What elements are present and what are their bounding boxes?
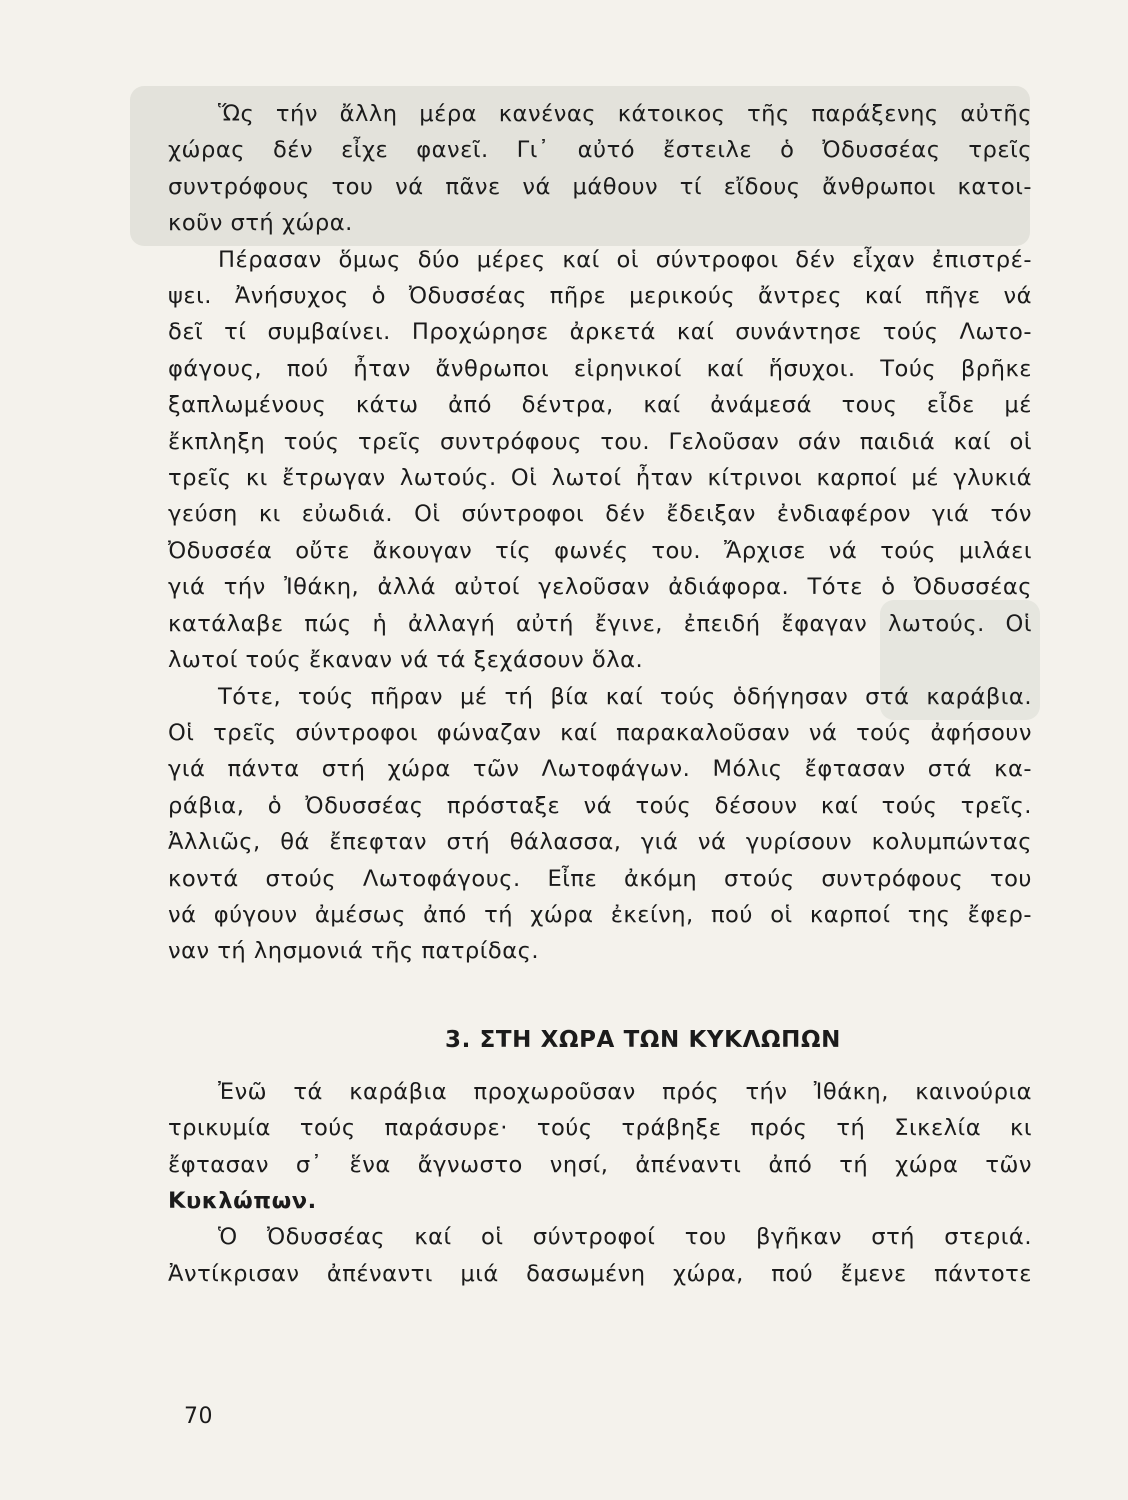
text-line: γεύση κι εὐωδιά. Οἱ σύντροφοι δέν ἔδειξαν ἐνδιαφέρον γιά τόν — [168, 501, 1032, 528]
text-line: δεῖ τί συμβαίνει. Προχώρησε ἀρκετά καί συνάντησε τούς Λωτο- — [168, 319, 1032, 346]
text-line: λωτοί τούς ἔκαναν νά τά ξεχάσουν ὅλα. — [168, 647, 644, 674]
text-line: χώρας δέν εἶχε φανεῖ. Γι᾽ αὐτό ἔστειλε ὁ Ὀδυσσέας τρεῖς — [168, 137, 1032, 164]
section-heading: 3. ΣΤΗ ΧΩΡΑ ΤΩΝ ΚΥΚΛΩΠΩΝ — [445, 1026, 841, 1053]
text-line: νά φύγουν ἀμέσως ἀπό τή χώρα ἐκείνη, πού οἱ καρποί της ἔφερ- — [168, 901, 1032, 928]
text-line: τρεῖς κι ἔτρωγαν λωτούς. Οἱ λωτοί ἦταν κίτρινοι καρποί μέ γλυκιά — [168, 465, 1032, 492]
text-line: Ἀλλιῶς, θά ἔπεφταν στή θάλασσα, γιά νά γυρίσουν κολυμπώντας — [168, 829, 1032, 856]
text-line: Ὥς τήν ἄλλη μέρα κανένας κάτοικος τῆς παράξενης αὐτῆς — [218, 101, 1032, 127]
text-line: Ὁ Ὀδυσσέας καί οἱ σύντροφοί του βγῆκαν στή στεριά. — [218, 1224, 1032, 1251]
text-line: τρικυμία τούς παράσυρε· τούς τράβηξε πρός τή Σικελία κι — [168, 1115, 1032, 1142]
text-line: κοῦν στή χώρα. — [168, 210, 353, 237]
text-line: Τότε, τούς πῆραν μέ τή βία καί τούς ὁδήγησαν στά καράβια. — [218, 683, 1032, 710]
text-line: συντρόφους του νά πᾶνε νά μάθουν τί εἴδους ἄνθρωποι κατοι- — [168, 173, 1032, 200]
text-line: Ἐνῶ τά καράβια προχωροῦσαν πρός τήν Ἰθάκη, καινούρια — [218, 1078, 1032, 1105]
text-line: Ὀδυσσέα οὔτε ἄκουγαν τίς φωνές του. Ἄρχισε νά τούς μιλάει — [168, 537, 1032, 564]
paragraph — [168, 242, 1032, 679]
text-line: Πέρασαν ὅμως δύο μέρες καί οἱ σύντροφοι δέν εἶχαν ἐπιστρέ- — [218, 246, 1032, 273]
text-line: ψει. Ἀνήσυχος ὁ Ὀδυσσέας πῆρε μερικούς ἄντρες καί πῆγε νά — [168, 283, 1032, 310]
text-line: Οἱ τρεῖς σύντροφοι φώναζαν καί παρακαλοῦσαν νά τούς ἀφήσουν — [168, 719, 1032, 746]
text-line: Ἀντίκρισαν ἀπέναντι μιά δασωμένη χώρα, πού ἔμενε πάντοτε — [168, 1260, 1032, 1287]
text-line: ξαπλωμένους κάτω ἀπό δέντρα, καί ἀνάμεσά τους εἶδε μέ — [168, 392, 1032, 419]
text-line: γιά τήν Ἰθάκη, ἀλλά αὐτοί γελοῦσαν ἀδιάφορα. Τότε ὁ Ὀδυσσέας — [168, 574, 1032, 601]
text-line: κοντά στούς Λωτοφάγους. Εἶπε ἀκόμη στούς συντρόφους του — [168, 865, 1032, 892]
text-line: φάγους, πού ἦταν ἄνθρωποι εἰρηνικοί καί ἥσυχοι. Τούς βρῆκε — [168, 355, 1032, 382]
paragraph — [168, 1219, 1032, 1292]
paragraph — [168, 679, 1032, 970]
text-line: ἔκπληξη τούς τρεῖς συντρόφους του. Γελοῦσαν σάν παιδιά καί οἱ — [168, 428, 1032, 455]
text-line: κατάλαβε πώς ἡ ἀλλαγή αὐτή ἔγινε, ἐπειδή ἔφαγαν λωτούς. Οἱ — [168, 610, 1032, 637]
text-line: ράβια, ὁ Ὀδυσσέας πρόσταξε νά τούς δέσουν καί τούς τρεῖς. — [168, 792, 1032, 819]
text-line: ἔφτασαν σ᾽ ἕνα ἄγνωστο νησί, ἀπέναντι ἀπό τή χώρα τῶν — [168, 1151, 1032, 1178]
page-number: 70 — [184, 1404, 213, 1429]
paragraph — [168, 1074, 1032, 1220]
text-line: γιά πάντα στή χώρα τῶν Λωτοφάγων. Μόλις ἔφτασαν στά κα- — [168, 756, 1032, 783]
section-gap — [168, 970, 1032, 1006]
text-line: ναν τή λησμονιά τῆς πατρίδας. — [168, 938, 540, 965]
paragraph — [168, 96, 1032, 242]
bold-term: Κυκλώπων. — [168, 1187, 317, 1214]
body-text — [168, 96, 1032, 1292]
